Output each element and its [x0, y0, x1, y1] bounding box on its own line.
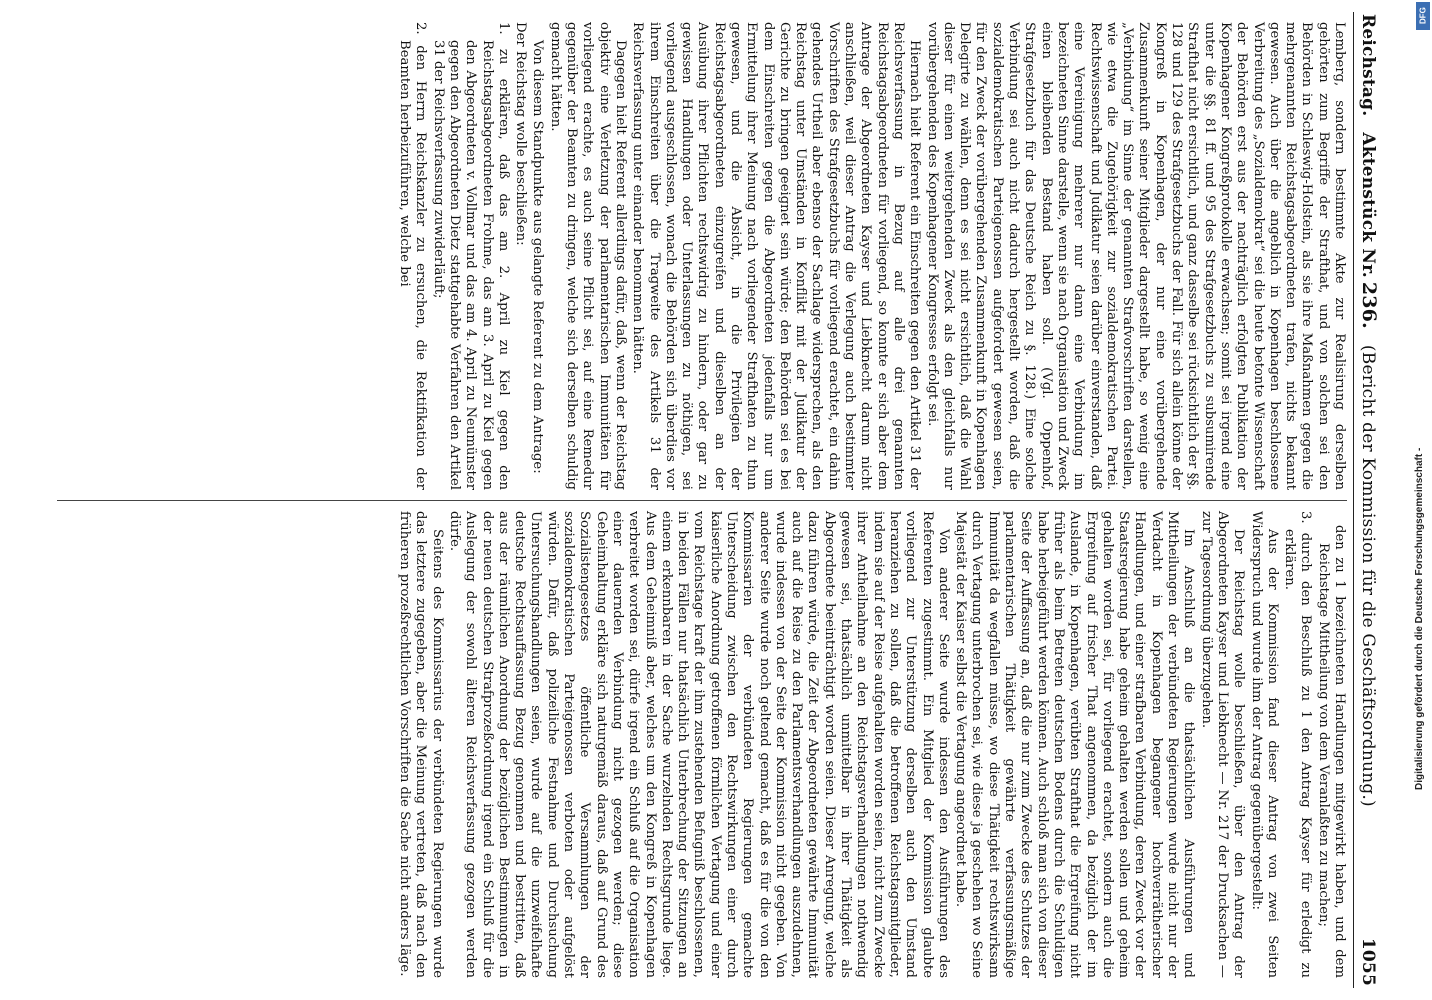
paragraph: Von diesem Standpunkte aus gelangte Referent zu dem Antrage:	[530, 40, 546, 474]
digitization-note: Digitalisierung gefördert durch die Deutsche Forschungsgemeinschaft -	[1414, 447, 1425, 790]
left-column	[57, 12, 1347, 500]
paragraph: Hiernach hielt Referent ein Einschreiten gegen den Artikel 31 der Reichsverfassung in Bezug auf alle drei genannten Reichstagsabgeordneten für vorliegend, so konnte er sich aber dem Antrage der Abgeordneten Kayser und Liebknecht darum nicht anschließen, weil dieser Antrag die Verlegung auch bestimmter Vorschriften des Strafgesetzbuchs für vorliegend erachtet, ein dahin gehendes Urtheil aber ebenso der Sachlage widersprechen, als den Reichstag unter Umständen in Konflikt mit der Judikatur der Gerichte zu bringen geeignet sein würde; den Behörden sei es bei dem Einschreiten gegen die Abgeordneten jedenfalls nur um Ermittelung ihrer Meinung nach vorliegender Strafthaten zu thun gewesen, und die Absicht, in die Privilegien der Reichstagsabgeordneten einzugreifen und dieselben an der Ausübung ihrer Pflichten rechtswidrig zu hindern, oder gar zu gewissen Handlungen oder Unterlassungen zu nöthigen, sei vorliegend ausgeschlossen, wonach die Behörden sich überdies vor ihrem Einschreiten über die Tragweite des Artikels 31 der Reichsverfassung unter einander benommen hätten.	[630, 22, 923, 490]
paragraph: Lemberg, sondern bestimmte Akte zur Realisirung derselben gehörten zum Begriffe der Strafthat, und von solchen sei den Behörden in Schleswig-Holstein, als sie ihre Maßnahmen gegen die mehrgenannten Reichstagsabgeordneten trafen, nichts bekannt gewesen. Auch über die angeblich in Kopenhagen beschlossene Verbreitung des „Sozialdemokrat“ sei die heute betonte Wissenschaft der Behörden erst aus der nachträglich erfolgten Publikation der Kopenhagener Kongreßprotokolle erwachsen; somit sei irgend eine unter die §§. 81 ff. und 95 des Strafgesetzbuchs zu subsumirende Strafthat nicht ersichtlich, und ganz dasselbe sei rücksichtlich der §§. 128 und 129 des Strafgesetzbuchs der Fall. Für sich allein könne der Kongreß in Kopenhagen, der nur eine vorübergehende Zusammenkunft seiner Mitglieder dargestellt habe, so wenig eine „Verbindung“ im Sinne der genannten Strafvorschriften darstellen, wie etwa die Zugehörigkeit zur sozialdemokratischen Partei. Rechtswissenschaft und Judikatur seien darüber einverstanden, daß eine Vereinigung mehrerer nur dann eine Verbindung im bezeichneten Sinne darstelle, wenn sie nach Organisation und Zweck einen bleibenden Bestand haben soll. (Vgl. Oppenhof, Strafgesetzbuch für das Deutsche Reich zu §. 128.) Eine solche Verbindung sei auch nicht dadurch hergestellt worden, daß die sozialdemokratischen Parteigenossen aufgefordert gewesen seien, für den Zweck der vorübergehenden Zusammenkunft in Kopenhagen Delegirte zu wählen, denn es sei nicht ersichtlich, daß die Wahl dieser für einen weitergehenden Zweck als den gleichfalls nur vorübergehenden des Kopenhagener Kongresses erfolgt sei.	[924, 22, 1347, 490]
paragraph: Dagegen hielt Referent allerdings dafür, daß, wenn der Reichstag objektiv eine Verletzung der parlamentarischen Immunitäten für vorliegend erachte, es auch seine Pflicht sei, auf eine Remedur gegenüber der Beamten zu dringen, welche sich derselben schuldig gemacht hätten.	[547, 22, 628, 490]
list-item: den zu 1 bezeichneten Handlungen mitgewirkt haben, und dem Reichstage Mittheilung von dem Veranlaßten zu machen;	[1315, 525, 1347, 978]
paragraph: Seitens des Kommissarius der verbündeten Regierungen wurde das letztere zugegeben, aber die Meinung vertreten, daß nach den früheren prozeßrechtlichen Vorschriften die Sache nicht anders läge.	[397, 511, 445, 978]
paragraph: Aus der Kommission fand dieser Antrag von zwei Seiten Widerspruch und wurde ihm der Antrag gegenübergestellt:	[1248, 511, 1280, 978]
list-item: 1. zu erklären, daß das am 2. April zu Kiel gegen den Reichstagsabgeordneten Frohme, das am 3. April zu Kiel gegen den Abgeordneten v. Vollmar und das am 4. April zu Neumünster gegen den Abgeordneten Dietz stattgehabte Verfahren den Artikel 31 der Reichsverfassung zuwiderläuft;	[430, 22, 511, 490]
paragraph: Der Reichstag wolle beschließen:	[513, 22, 529, 246]
right-column	[57, 500, 1347, 988]
list-item: 3. durch den Beschluß zu 1 den Antrag Kayser für erledigt zu erklären.	[1282, 511, 1314, 978]
page-header	[1353, 12, 1380, 988]
header-doc-label: Aktenstück Nr.	[1358, 132, 1378, 278]
header-body: Reichstag.	[1358, 14, 1378, 117]
paragraph: Der Reichstag wolle beschließen, über den Antrag der Abgeordneten Kayser und Liebknecht — Nr. 217 der Drucksachen — zur Tagesordnung überzugehen.	[1198, 511, 1247, 978]
header-doc-number: 236.	[1358, 281, 1380, 329]
header-subtitle: (Bericht der Kommission für die Geschäftsordnung.)	[1358, 344, 1378, 807]
page-number: 1055	[1358, 937, 1378, 986]
paragraph: Von anderer Seite wurde indessen den Ausführungen des Referenten zugestimmt. Ein Mitglied der Kommission glaubte vorliegend zur Unterstützung derselben auch den Umstand heranziehen zu sollen, daß die betroffenen Reichstagsmitglieder, indem sie auf der Reise aufgehalten worden seien, nicht zum Zwecke ihrer Antheilnahme an den Reichstagsverhandlungen nothwendig gewesen sei, thatsächlich unmittelbar in ihrer Thätigkeit als Abgeordnete beeinträchtigt worden seien. Dieser Anregung, welche dazu führen würde, die Zeit der Abgeordneten gewährte Immunität auch auf die Reise zu den Parlamentsverhandlungen auszudehnen, wurde indessen von der Seite der Kommission nicht gegeben. Von anderer Seite wurde noch geltend gemacht, daß es für die von den Kommissarien der verbündeten Regierungen gemachte Unterscheidung zwischen den Rechtswirkungen einer durch kaiserliche Anordnung getroffenen förmlichen Vertagung und einer vom Reichstage kraft der ihm zustehenden Befugniß beschlossenen, in beiden Fällen nur thatsächlich Unterbrechung der Sitzungen an einem erkennbaren in der Sache wurzelnden Rechtsgrunde liege. Aus dem Geheimniß aber, welches um den Kongreß in Kopenhagen verbreitet worden sei, dürfe irgend ein Schluß auf die Organisation einer dauernden Verbindung nicht gezogen werden; diese Geheimhaltung erkläre sich naturgemäß daraus, daß auf Grund des Sozialistengesetzes öffentliche Versammlungen der sozialdemokratischen Parteigenossen verboten oder aufgelöst würden. Dafür, daß polizeiliche Festnahme und Durchsuchung Untersuchungshandlungen seien, wurde auf die unzweifelhafte deutsche Rechtsauffassung Bezug genommen und bestritten, daß aus der räumlichen Anordnung der bezüglichen Bestimmungen in der neuen deutschen Strafprozeßordnung irgend ein Schluß für die Auslegung der sowohl älteren Reichsverfassung gezogen werden dürfe.	[446, 511, 951, 978]
text-columns	[57, 12, 1347, 988]
paragraph: Im Anschluß an die thatsächlichen Ausführungen und Mittheilungen der verbündeten Regierungen wurde nicht nur der Verdacht in Kopenhagen begangener hochverrätherischer Handlungen, und einer strafbaren Verbindung, deren Zweck vor der Staatsregierung habe geheim gehalten werden sollen und geheim gehalten worden sei, für vorliegend erachtet, sondern auch die Ergreifung auf frischer That angenommen, da bezüglich der im Auslande, in Kopenhagen, verübten Strafthat die Ergreifung nicht früher als beim Betreten deutschen Bodens durch die Schuldigen habe herbeigeführt werden können. Auch schloß man sich von dieser Seite der Auffassung an, daß die nur zum Zwecke des Schutzes der parlamentarischen Thätigkeit gewährte verfassungsmäßige Immunität da wegfallen müsse, wo diese Thätigkeit rechtswirksam durch Vertagung unterbrochen sei, wie diese ja geschehen wo Seine Majestät der Kaiser selbst die Vertagung angeordnet habe.	[953, 511, 1197, 978]
dfg-logo: DFG	[1416, 2, 1430, 30]
list-item: 2. den Herrn Reichskanzler zu ersuchen, die Rektifikation der Beamten herbeizuführen, welche bei	[397, 22, 429, 490]
